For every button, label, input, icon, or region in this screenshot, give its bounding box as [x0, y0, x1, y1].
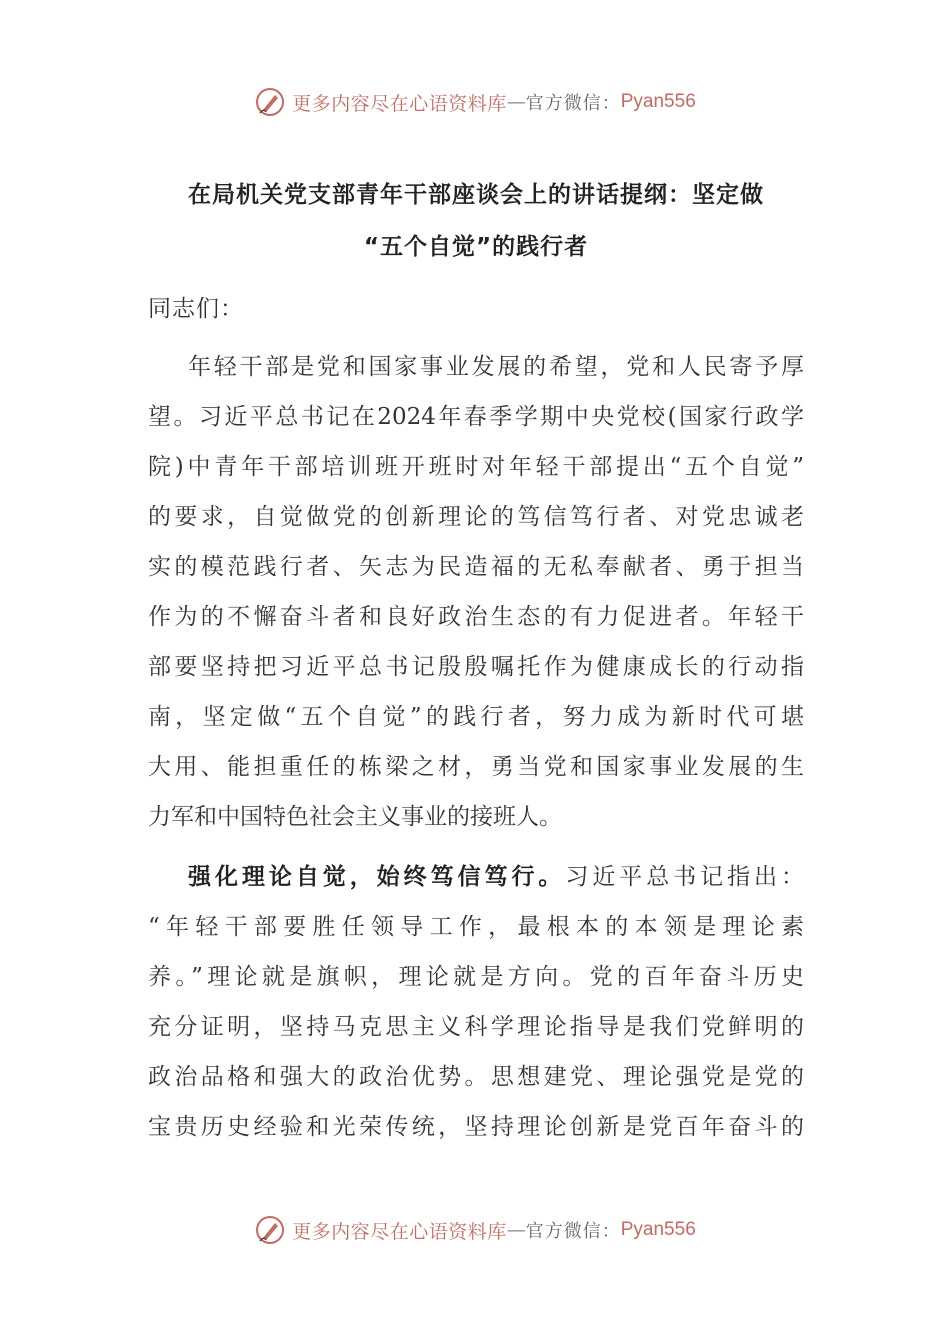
banner-wechat-id: Pyan556 [620, 1219, 696, 1240]
paragraph-line: 实的模范践行者、矢志为民造福的无私奉献者、勇于担当 [148, 554, 804, 580]
banner-wechat-label: 官方微信： [525, 93, 621, 114]
paragraph-line: 的要求，自觉做党的创新理论的笃信笃行者、对党忠诚老 [148, 504, 804, 530]
banner-dash: — [506, 91, 526, 113]
paragraph-line: 大用、能担重任的栋梁之材，勇当党和国家事业发展的生 [148, 754, 804, 780]
paragraph-line: 宝贵历史经验和光荣传统，坚持理论创新是党百年奋斗的 [148, 1114, 804, 1140]
quill-pen-logo-icon [254, 1214, 286, 1246]
paragraph-line: 作为的不懈奋斗者和良好政治生态的有力促进者。年轻干 [148, 604, 804, 630]
paragraph-line: 政治品格和强大的政治优势。思想建党、理论强党是党的 [148, 1064, 804, 1090]
greeting: 同志们： [148, 296, 244, 322]
banner-site-text: 更多内容尽在心语资料库 [292, 1220, 507, 1243]
document-title-line-1: 在局机关党支部青年干部座谈会上的讲话提纲：坚定做 [188, 182, 764, 208]
section-heading: 强化理论自觉，始终笃信笃行。 [188, 864, 566, 890]
banner-wechat-id: Pyan556 [620, 91, 696, 112]
paragraph-line: 南，坚定做“五个自觉”的践行者，努力成为新时代可堪 [148, 704, 804, 730]
header-banner [0, 80, 950, 124]
banner-site-text: 更多内容尽在心语资料库 [292, 92, 507, 115]
paragraph-line: 年轻干部是党和国家事业发展的希望，党和人民寄予厚 [188, 354, 804, 380]
paragraph-line: 养。”理论就是旗帜，理论就是方向。党的百年奋斗历史 [148, 964, 804, 990]
paragraph-text: 习近平总书记指出： [565, 864, 805, 890]
quill-pen-logo-icon [254, 86, 286, 118]
banner-wechat-label: 官方微信： [525, 1221, 621, 1242]
paragraph-line: 部要坚持把习近平总书记殷殷嘱托作为健康成长的行动指 [148, 654, 804, 680]
footer-banner [0, 1208, 950, 1252]
paragraph-1 [148, 342, 804, 842]
paragraph-line: 力军和中国特色社会主义事业的接班人。 [148, 804, 562, 830]
document-title-line-2: “五个自觉”的践行者 [363, 234, 589, 260]
paragraph-line [148, 852, 804, 902]
paragraph-line: 望。习近平总书记在2024年春季学期中央党校(国家行政学 [148, 404, 804, 430]
paragraph-2 [148, 852, 804, 1152]
banner-dash: — [506, 1219, 526, 1241]
paragraph-line: 充分证明，坚持马克思主义科学理论指导是我们党鲜明的 [148, 1014, 804, 1040]
paragraph-line: “年轻干部要胜任领导工作，最根本的本领是理论素 [148, 914, 804, 940]
paragraph-line: 院)中青年干部培训班开班时对年轻干部提出“五个自觉” [148, 454, 804, 480]
